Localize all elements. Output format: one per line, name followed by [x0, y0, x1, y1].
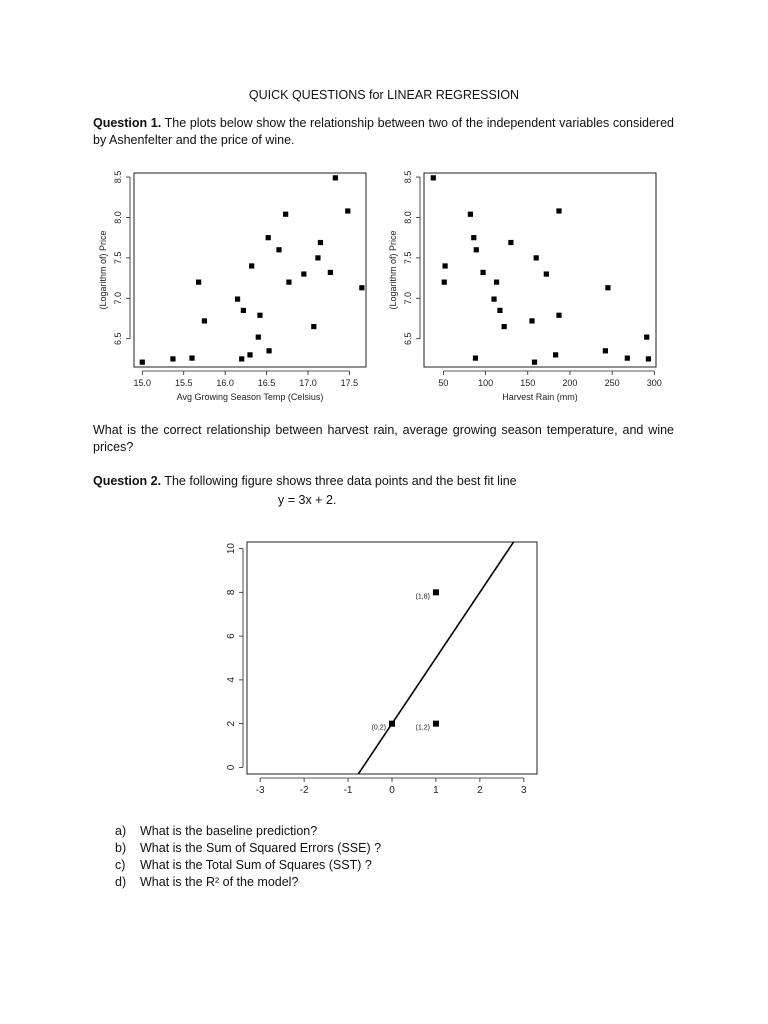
- data-point: [266, 348, 271, 353]
- data-point: [497, 308, 502, 313]
- x-tick-label: 250: [604, 378, 620, 388]
- sub-question-text: What is the R² of the model?: [140, 875, 299, 889]
- sub-question-label: c): [115, 858, 126, 872]
- data-point: [468, 212, 473, 217]
- data-point: [473, 356, 478, 361]
- fit-line-equation: y = 3x + 2.: [278, 493, 337, 507]
- x-tick-label: 200: [562, 378, 578, 388]
- data-point: [311, 324, 316, 329]
- data-point: [283, 212, 288, 217]
- y-tick-label: 7.0: [403, 292, 413, 305]
- data-point: [431, 175, 436, 180]
- y-tick-label: 7.5: [403, 251, 413, 265]
- x-tick-label: 16.5: [257, 378, 276, 388]
- sub-question-text: What is the Sum of Squared Errors (SSE) ?: [140, 841, 382, 855]
- y-tick-label: 8.5: [403, 170, 413, 184]
- data-point: [556, 313, 561, 318]
- y-tick-label: 4: [226, 677, 237, 683]
- data-point: [442, 280, 447, 285]
- data-point: [494, 280, 499, 285]
- data-point: [433, 589, 439, 595]
- point-label: (1,2): [415, 724, 430, 732]
- y-axis-label: (Logarithm of) Price: [98, 230, 108, 310]
- sub-question-d: [115, 874, 381, 891]
- data-point: [471, 235, 476, 240]
- data-point: [276, 247, 281, 252]
- y-tick-label: 7.0: [113, 292, 123, 305]
- sub-question-label: a): [115, 824, 127, 838]
- data-point: [315, 255, 320, 260]
- data-point: [553, 352, 558, 357]
- x-tick-label: 300: [646, 378, 662, 388]
- data-point: [644, 334, 649, 339]
- data-point: [247, 352, 252, 357]
- y-tick-label: 6.5: [403, 332, 413, 345]
- x-tick-label: 17.5: [340, 378, 359, 388]
- data-point: [474, 247, 479, 252]
- data-point: [389, 721, 395, 727]
- data-point: [502, 324, 507, 329]
- y-tick-label: 6.5: [113, 332, 123, 345]
- point-label: (0,2): [371, 724, 386, 732]
- data-point: [544, 271, 549, 276]
- y-tick-label: 6: [226, 633, 237, 639]
- data-point: [646, 356, 651, 361]
- data-point: [256, 334, 261, 339]
- regression-line-plot: [215, 530, 545, 805]
- question-2-text: [93, 473, 674, 490]
- x-tick-label: 17.0: [299, 378, 317, 388]
- data-point: [202, 318, 207, 323]
- x-tick-label: 2: [477, 785, 483, 796]
- plot-frame: [247, 542, 537, 774]
- sub-question-b: [115, 840, 381, 857]
- x-tick-label: 0: [389, 785, 395, 796]
- y-axis-label: (Logarithm of) Price: [388, 230, 398, 310]
- y-tick-label: 8.0: [113, 211, 123, 224]
- sub-question-label: b): [115, 841, 127, 855]
- data-point: [249, 263, 254, 268]
- sub-question-text: What is the Total Sum of Squares (SST) ?: [140, 858, 372, 872]
- data-point: [532, 360, 537, 365]
- data-point: [140, 360, 145, 365]
- data-point: [508, 240, 513, 245]
- data-point: [170, 356, 175, 361]
- data-point: [333, 175, 338, 180]
- data-point: [625, 356, 630, 361]
- sub-question-list: [115, 823, 381, 891]
- data-point: [442, 263, 447, 268]
- x-tick-label: 100: [478, 378, 494, 388]
- x-axis-label: Avg Growing Season Temp (Celsius): [176, 392, 324, 402]
- page-title: QUICK QUESTIONS for LINEAR REGRESSION: [248, 88, 520, 102]
- y-tick-label: 0: [226, 764, 237, 771]
- data-point: [239, 356, 244, 361]
- y-tick-label: 8.5: [113, 170, 123, 184]
- data-point: [491, 297, 496, 302]
- data-point: [266, 235, 271, 240]
- data-point: [480, 270, 485, 275]
- question-1-label: Question 1.: [93, 116, 162, 130]
- sub-question-label: d): [115, 875, 127, 889]
- question-1-prompt: What is the correct relationship between harvest rain, average growing season temperature, and wine prices?: [93, 423, 674, 454]
- x-tick-label: 150: [520, 378, 536, 388]
- point-label: (1,8): [415, 593, 430, 601]
- y-tick-label: 10: [226, 543, 237, 555]
- x-axis-label: Harvest Rain (mm): [502, 392, 578, 402]
- data-point: [286, 280, 291, 285]
- temp-price-plot: [90, 165, 380, 410]
- data-point: [534, 255, 539, 260]
- data-point: [301, 271, 306, 276]
- sub-question-a: [115, 823, 381, 840]
- x-tick-label: 1: [433, 785, 439, 796]
- x-tick-label: 16.0: [216, 378, 234, 388]
- data-point: [189, 356, 194, 361]
- y-tick-label: 7.5: [113, 251, 123, 265]
- y-tick-label: 8.0: [403, 211, 413, 224]
- question-2-label: Question 2.: [93, 474, 162, 488]
- question-1-body: The plots below show the relationship between two of the independent variables considered by Ashenfelter and the price of wine.: [93, 116, 674, 147]
- y-tick-label: 2: [226, 720, 237, 727]
- data-point: [241, 308, 246, 313]
- data-point: [196, 280, 201, 285]
- fit-line: [247, 530, 537, 805]
- data-point: [605, 285, 610, 290]
- question-2-body: The following figure shows three data points and the best fit line: [164, 474, 517, 488]
- x-tick-label: 50: [438, 378, 449, 388]
- data-point: [328, 270, 333, 275]
- data-point: [318, 240, 323, 245]
- x-tick-label: 15.5: [174, 378, 193, 388]
- x-tick-label: 3: [521, 785, 527, 796]
- data-point: [433, 721, 439, 727]
- data-point: [257, 313, 262, 318]
- data-point: [556, 208, 561, 213]
- data-point: [235, 297, 240, 302]
- data-point: [359, 285, 364, 290]
- question-1-text: [93, 115, 674, 149]
- sub-question-text: What is the baseline prediction?: [140, 824, 318, 838]
- sub-question-c: [115, 857, 381, 874]
- data-point: [603, 348, 608, 353]
- rain-price-plot: [380, 165, 670, 410]
- plot-frame: [424, 173, 656, 367]
- data-point: [529, 318, 534, 323]
- x-tick-label: -3: [255, 785, 265, 796]
- x-tick-label: -1: [343, 785, 353, 796]
- data-point: [345, 208, 350, 213]
- y-tick-label: 8: [226, 589, 237, 596]
- x-tick-label: 15.0: [133, 378, 152, 388]
- x-tick-label: -2: [299, 785, 309, 796]
